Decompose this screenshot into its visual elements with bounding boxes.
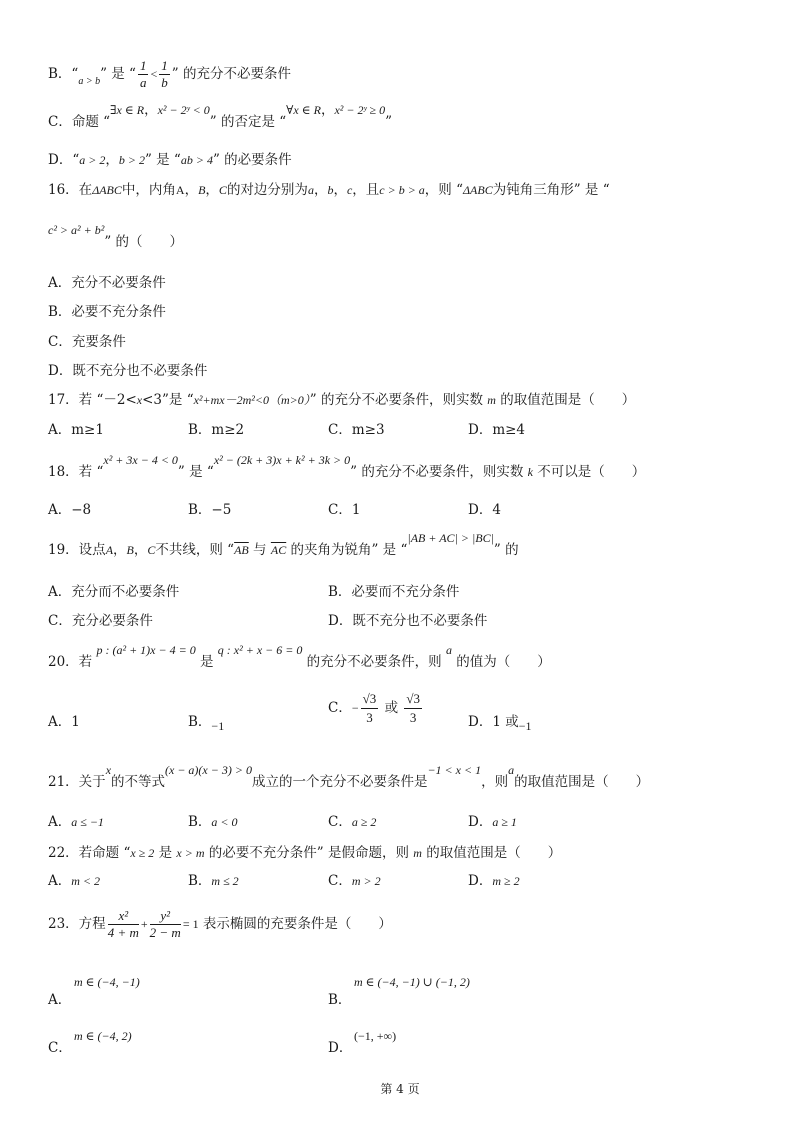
q20-option-a: A．1 [48, 714, 80, 730]
math-expr: ∃x ∈ R [110, 103, 145, 117]
math-expr: a > b [78, 76, 101, 87]
q19-option-d: D．既不充分也不必要条件 [328, 613, 488, 629]
q20-option-c: C．− $\frac{√3}{3}$ 或 $\frac{√3}{3}$ [328, 691, 420, 725]
q15-option-c: C．命题 “∃x ∈ R，x² − 2ʸ < 0” 的否定是 “∀x ∈ R，x² − 2ʸ ≥ 0” [48, 102, 393, 130]
q20-option-b: B．−1 [188, 714, 225, 733]
fraction: $\frac{\text{x²}}{4 + m}$ [107, 908, 139, 940]
q21-option-d: D．a ≥ 1 [468, 814, 517, 830]
math-expr: x² − 2ʸ < 0 [157, 103, 210, 117]
q18-option-c: C．1 [328, 502, 361, 518]
q16-stem-line2: c² > a² + b²” 的（ ） [48, 223, 184, 250]
math-expr: x ≥ 2 [130, 846, 155, 860]
q18-stem: 18．若 “x² + 3x − 4 < 0” 是 “x² − (2k + 3)x + k² + 3k > 0” 的充分不必要条件，则实数 k 不可以是（ ） [48, 453, 646, 480]
math-expr: |AB + AC| > |BC| [407, 531, 494, 545]
q17-option-d: D．m≥4 [468, 422, 526, 438]
vector-ab: $\overline{AB}$ [234, 543, 249, 557]
math-expr: x² − (2k + 3)x + k² + 3k > 0 [213, 453, 351, 467]
math-expr: b > 2 [118, 153, 145, 167]
math-expr: a > 2 [79, 153, 106, 167]
q21-option-a: A．a ≤ −1 [48, 814, 104, 830]
q21-option-c: C．a ≥ 2 [328, 814, 377, 830]
fraction: $\frac{√3}{3}$ [362, 691, 377, 725]
q21-stem: 21．关于x的不等式(x − a)(x − 3) > 0成立的一个充分不必要条件是−1 < x < 1，则a的取值范围是（ ） [48, 763, 650, 790]
q18-option-a: A．−8 [48, 502, 92, 518]
q20-stem: 20．若 p : (a² + 1)x − 4 = 0 是 q : x² + x − 6 = 0 的充分不必要条件，则 a 的值为（ ） [48, 643, 551, 670]
math-expr: c² > a² + b² [48, 223, 105, 237]
math-expr: ab > 4 [180, 153, 213, 167]
math-expr: p : (a² + 1)x − 4 = 0 [96, 643, 196, 657]
q18-option-b: B．−5 [188, 502, 232, 518]
q16-option-b: B．必要不充分条件 [48, 304, 166, 320]
q16-option-c: C．充要条件 [48, 334, 126, 350]
q21-option-b: B．a < 0 [188, 814, 238, 830]
q15-option-b: B．“$_{a > b}$” 是 “ $\frac{1}{a}$ < $\frac{1}{b}$ ” 的充分不必要条件 [48, 58, 291, 90]
math-expr: x² + 3x − 4 < 0 [103, 453, 178, 467]
q16-option-d: D．既不充分也不必要条件 [48, 363, 208, 379]
q17-option-b: B．m≥2 [188, 422, 245, 438]
page-number: 第 4 页 [380, 1082, 420, 1096]
q22-option-b: B．m ≤ 2 [188, 873, 239, 889]
option-label: B． [48, 66, 72, 82]
q19-option-c: C．充分必要条件 [48, 613, 153, 629]
q17-stem: 17．若 “－2<x<3”是 “x²+mx－2m²<0（m>0）” 的充分不必要条件，则实数 m 的取值范围是（ ） [48, 392, 636, 408]
fraction: $\frac{\text{y²}}{2 - m}$ [149, 908, 181, 940]
vector-ac: $\overline{AC}$ [270, 543, 287, 557]
q17-option-c: C．m≥3 [328, 422, 385, 438]
fraction: $\frac{1}{a}$ [139, 58, 147, 90]
math-expr: −1 < x < 1 [427, 763, 482, 777]
fraction: $\frac{√3}{3}$ [406, 691, 420, 725]
q22-option-d: D．m ≥ 2 [468, 873, 520, 889]
q22-option-c: C．m > 2 [328, 873, 381, 889]
math-expr: (x − a)(x − 3) > 0 [165, 763, 252, 777]
q20-option-d: D．1 或−1 [468, 714, 532, 733]
math-expr: x > m [176, 846, 205, 860]
q15-option-d: D．“a > 2，b > 2” 是 “ab > 4” 的必要条件 [48, 152, 292, 168]
q16-option-a: A．充分不必要条件 [48, 275, 166, 291]
q19-option-a: A．充分而不必要条件 [48, 584, 180, 600]
q22-stem: 22．若命题 “x ≥ 2 是 x > m 的必要不充分条件” 是假命题，则 m 的取值范围是（ ） [48, 845, 562, 861]
q23-stem: 23．方程 $\frac{\text{x²}}{4 + m}$ + $\frac{\text{y²}}{2 - m}$ = 1 表示椭圆的充要条件是（ ） [48, 908, 392, 940]
q19-stem: 19．设点A，B，C不共线，则 “$\overline{AB}$ 与 $\overline{AC}$ 的夹角为锐角” 是 “|AB + AC| > |BC|” 的 [48, 531, 519, 558]
q18-option-d: D．4 [468, 502, 501, 518]
q17-option-a: A．m≥1 [48, 422, 104, 438]
fraction: $\frac{1}{b}$ [161, 58, 168, 90]
math-expr: q : x² + x − 6 = 0 [217, 643, 303, 657]
q22-option-a: A．m < 2 [48, 873, 101, 889]
q16-stem-line1: 16．在ΔABC中，内角A，B，C的对边分别为a，b，c，且c > b > a，则 “ΔABC为钝角三角形” 是 “ [48, 182, 610, 198]
q19-option-b: B．必要而不充分条件 [328, 584, 460, 600]
math-expr: x² − 2ʸ ≥ 0 [334, 103, 386, 117]
math-expr: ∀x ∈ R [286, 103, 321, 117]
